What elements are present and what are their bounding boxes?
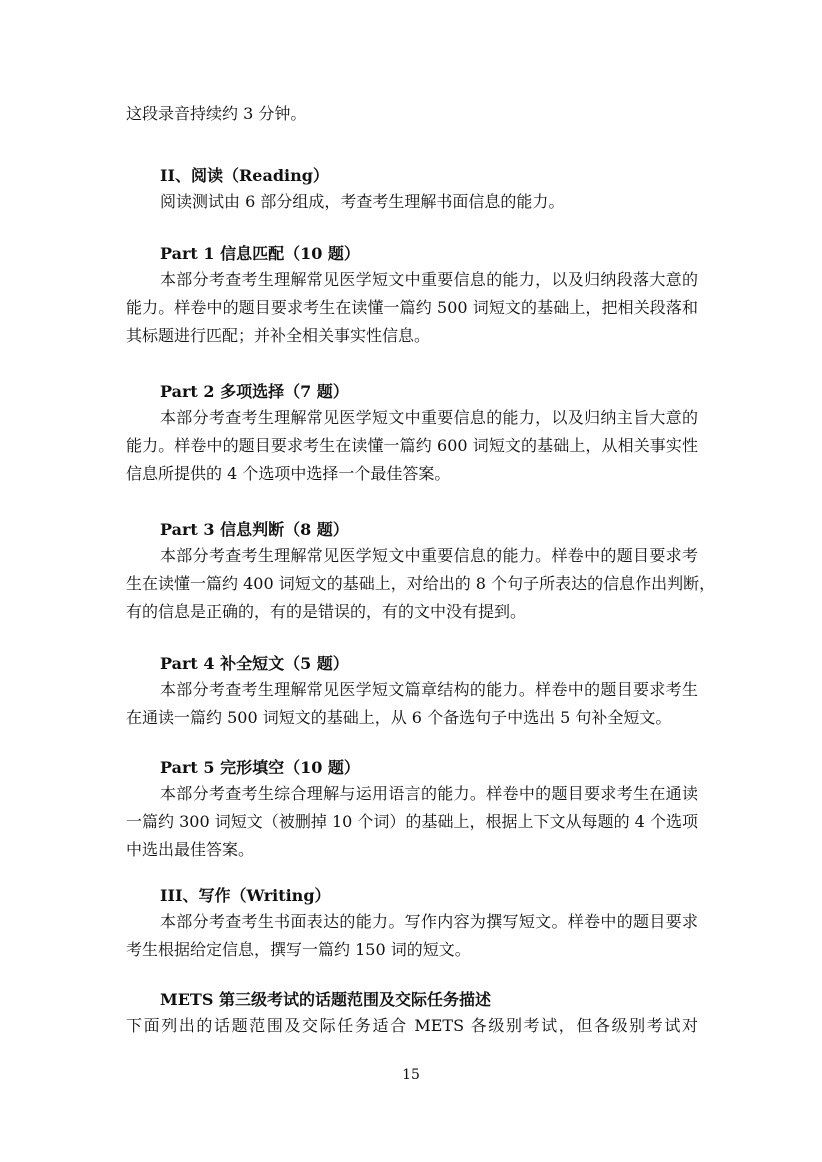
body-text-line: 生在读懂一篇约 400 词短文的基础上，对给出的 8 个句子所表达的信息作出判断， — [126, 574, 716, 593]
body-text-line: 本部分考查考生理解常见医学短文篇章结构的能力。样卷中的题目要求考生 — [160, 680, 698, 699]
body-text-line: 下面列出的话题范围及交际任务适合 METS 各级别考试，但各级别考试对 — [126, 1016, 698, 1035]
part-heading-4: Part 4 补全短文（5 题） — [160, 654, 349, 673]
section-heading-reading: II、阅读（Reading） — [160, 166, 329, 185]
part-heading-2: Part 2 多项选择（7 题） — [160, 382, 349, 401]
part-heading-5: Part 5 完形填空（10 题） — [160, 758, 360, 777]
body-text-line: 阅读测试由 6 部分组成，考查考生理解书面信息的能力。 — [160, 192, 565, 211]
body-text-line: 本部分考查考生综合理解与运用语言的能力。样卷中的题目要求考生在通读 — [160, 784, 698, 803]
body-text-line: 本部分考查考生理解常见医学短文中重要信息的能力。样卷中的题目要求考 — [160, 546, 698, 565]
section-heading-topics: METS 第三级考试的话题范围及交际任务描述 — [160, 990, 491, 1009]
body-text-line: 这段录音持续约 3 分钟。 — [126, 104, 307, 123]
part-heading-3: Part 3 信息判断（8 题） — [160, 520, 349, 539]
body-text-line: 本部分考查考生书面表达的能力。写作内容为撰写短文。样卷中的题目要求 — [160, 912, 698, 931]
body-text-line: 本部分考查考生理解常见医学短文中重要信息的能力，以及归纳主旨大意的 — [160, 408, 698, 427]
body-text-line: 考生根据给定信息，撰写一篇约 150 词的短文。 — [126, 940, 471, 959]
body-text-line: 能力。样卷中的题目要求考生在读懂一篇约 500 词短文的基础上，把相关段落和 — [126, 298, 698, 317]
body-text-line: 其标题进行匹配；并补全相关事实性信息。 — [126, 326, 431, 345]
part-heading-1: Part 1 信息匹配（10 题） — [160, 244, 360, 263]
body-text-line: 在通读一篇约 500 词短文的基础上，从 6 个备选句子中选出 5 句补全短文。 — [126, 708, 672, 727]
body-text-line: 有的信息是正确的，有的是错误的，有的文中没有提到。 — [126, 602, 527, 621]
body-text-line: 信息所提供的 4 个选项中选择一个最佳答案。 — [126, 464, 451, 483]
body-text-line: 能力。样卷中的题目要求考生在读懂一篇约 600 词短文的基础上，从相关事实性 — [126, 436, 698, 455]
body-text-line: 中选出最佳答案。 — [126, 840, 255, 859]
body-text-line: 本部分考查考生理解常见医学短文中重要信息的能力，以及归纳段落大意的 — [160, 270, 698, 289]
body-text-line: 一篇约 300 词短文（被删掉 10 个词）的基础上，根据上下文从每题的 4 个选项 — [126, 812, 698, 831]
page-number: 15 — [402, 1067, 420, 1083]
section-heading-writing: III、写作（Writing） — [160, 886, 331, 905]
